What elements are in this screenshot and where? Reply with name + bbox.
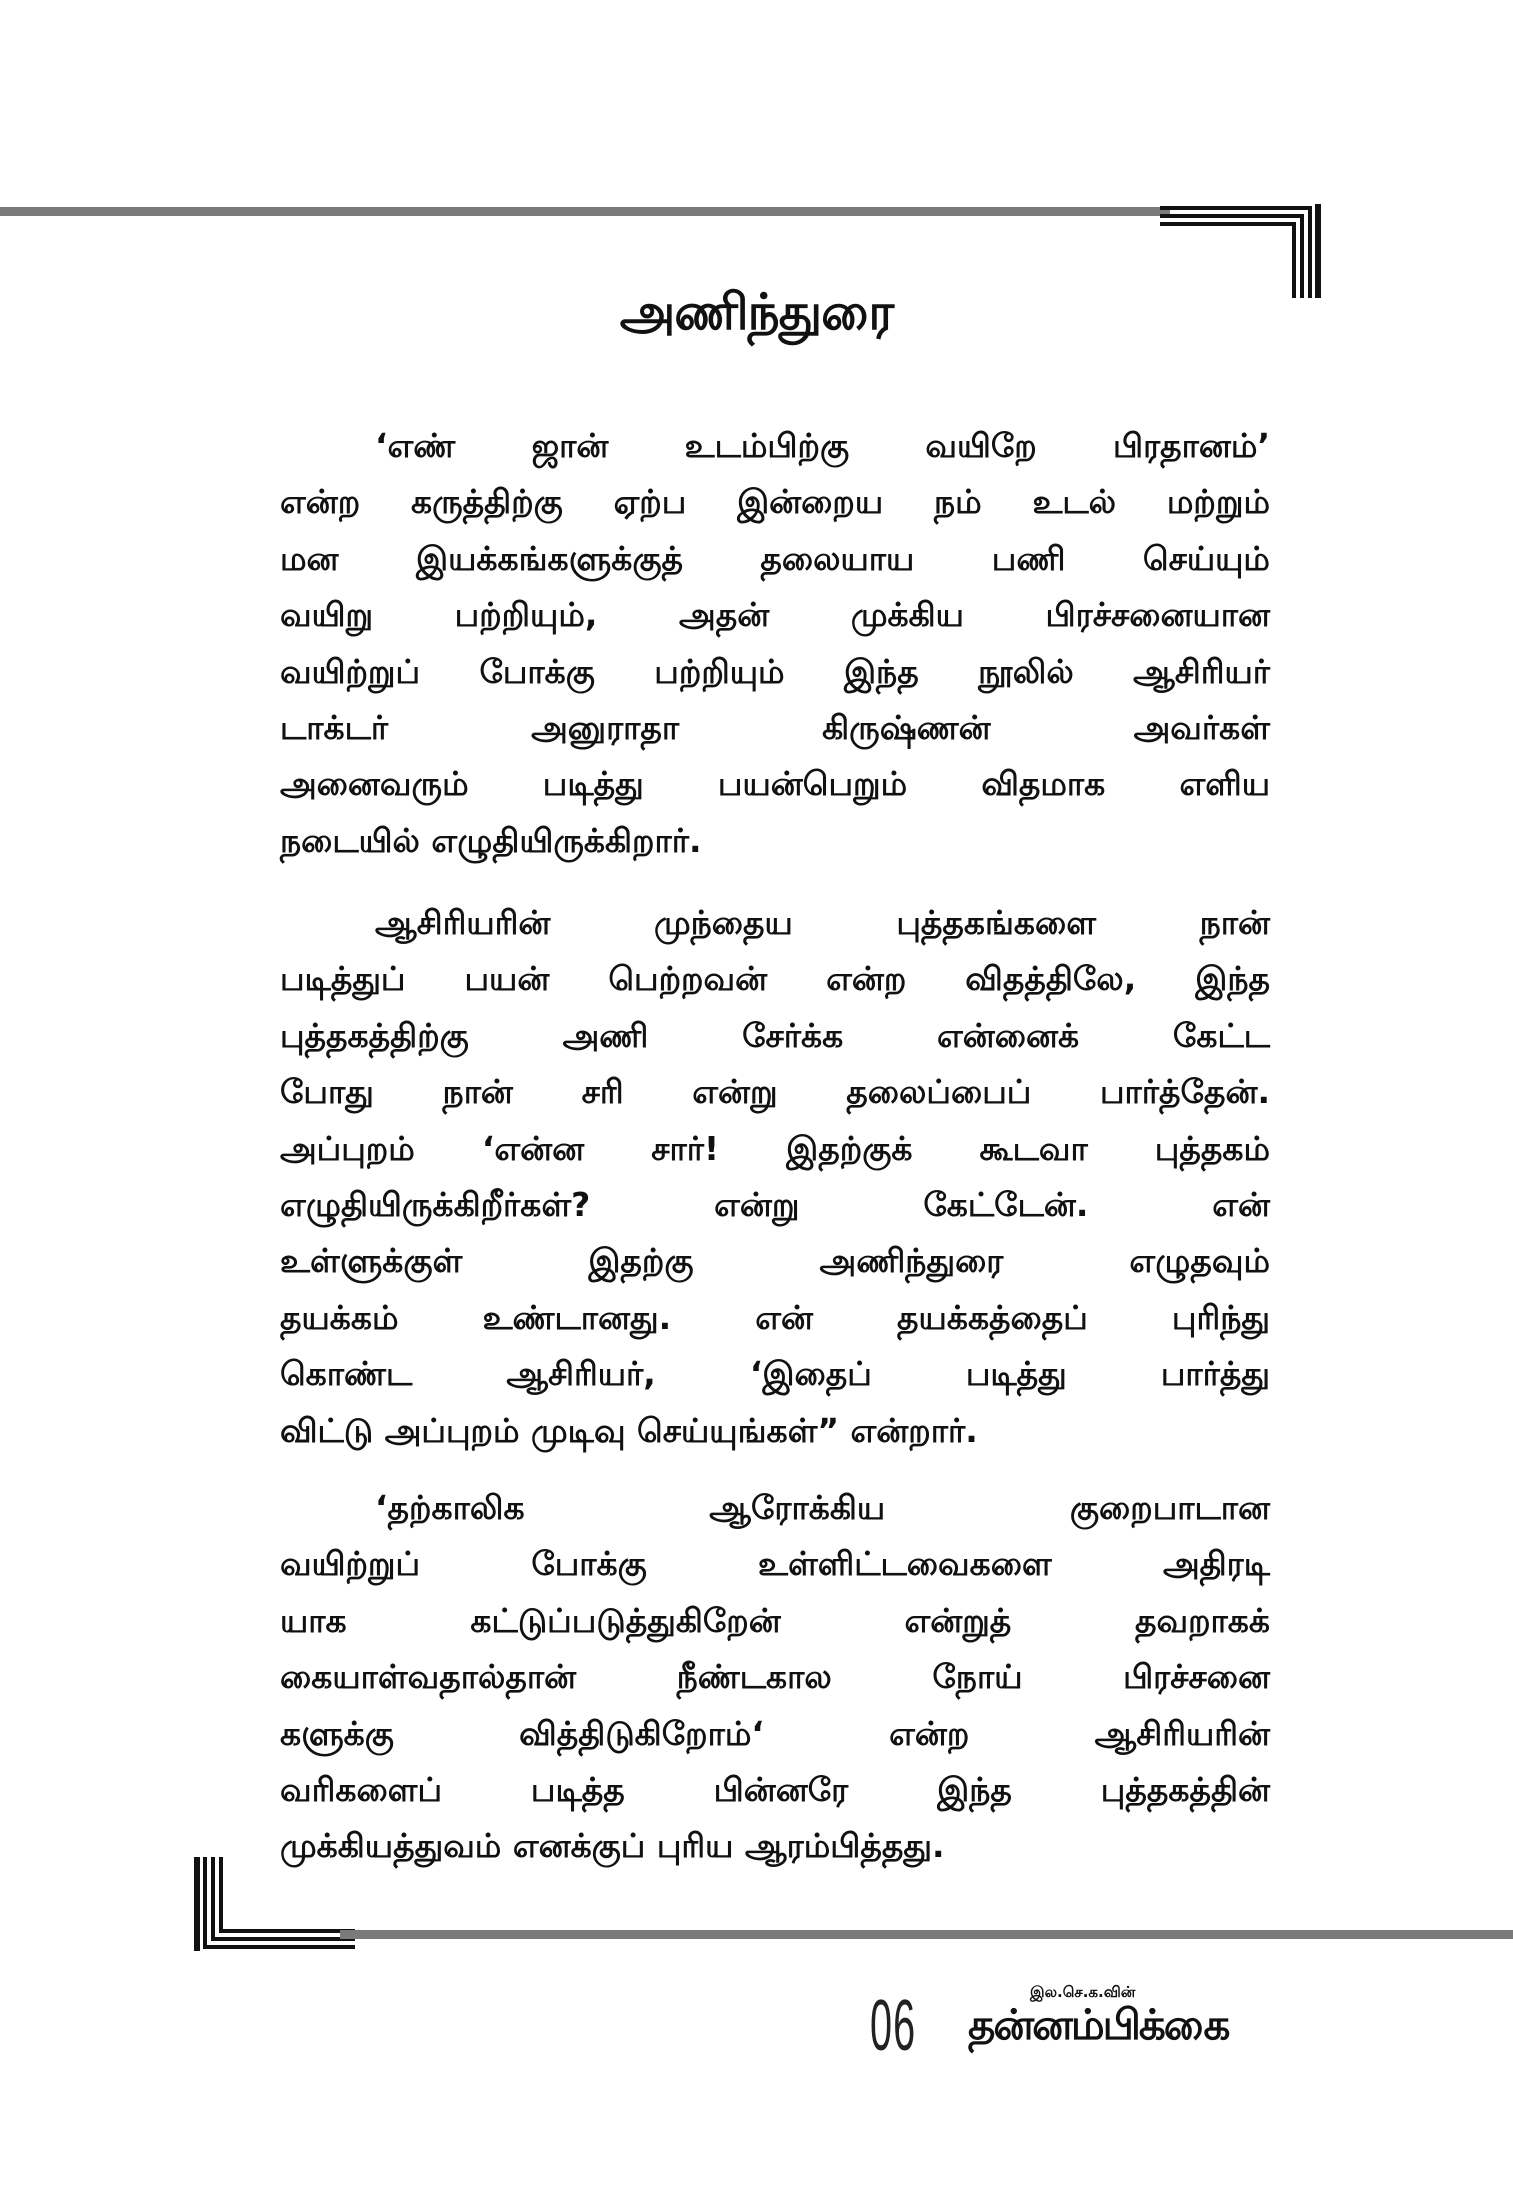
text-line: அப்புறம் ‘என்ன சார்! இதற்குக் கூடவா புத்தகம்	[280, 1128, 1270, 1168]
paragraph-1	[280, 418, 1270, 869]
text-line: ஆசிரியரின் முந்தைய புத்தகங்களை நான்	[375, 903, 1270, 942]
text-line: ‘எண் ஜான் உடம்பிற்கு வயிறே பிரதானம்’	[375, 426, 1270, 465]
text-line: நடையில் எழுதியிருக்கிறார்.	[280, 820, 702, 860]
series-title: தன்னம்பிக்கை	[968, 2000, 1229, 2049]
text-line: எழுதியிருக்கிறீர்கள்? என்று கேட்டேன். என்	[280, 1185, 1270, 1225]
text-line: படித்துப் பயன் பெற்றவன் என்ற விதத்திலே, இந்த	[280, 959, 1270, 999]
page-title: அணிந்துரை	[619, 283, 894, 341]
text-line: அனைவரும் படித்து பயன்பெறும் விதமாக எளிய	[280, 764, 1270, 804]
text-line: வரிகளைப் படித்த பின்னரே இந்த புத்தகத்தின்	[280, 1770, 1270, 1810]
page-number: 06	[870, 1986, 917, 2066]
bottom-corner-ornament	[185, 1855, 355, 1955]
text-line: கையாள்வதால்தான் நீண்டகால நோய் பிரச்சனை	[280, 1657, 1270, 1697]
text-line: போது நான் சரி என்று தலைப்பைப் பார்த்தேன்.	[280, 1072, 1270, 1112]
paragraph-2	[280, 895, 1270, 1459]
text-line: மன இயக்கங்களுக்குத் தலையாய பணி செய்யும்	[280, 538, 1270, 578]
text-line: வயிற்றுப் போக்கு உள்ளிட்டவைகளை அதிரடி	[280, 1544, 1270, 1584]
text-line: வயிற்றுப் போக்கு பற்றியும் இந்த நூலில் ஆசிரியர்	[280, 651, 1270, 691]
text-line: என்ற கருத்திற்கு ஏற்ப இன்றைய நம் உடல் மற்றும்	[280, 482, 1270, 522]
text-line: ‘தற்காலிக ஆரோக்கிய குறைபாடான	[375, 1488, 1270, 1527]
text-line: களுக்கு வித்திடுகிறோம்‘ என்ற ஆசிரியரின்	[280, 1713, 1270, 1753]
top-rule	[0, 207, 1170, 216]
paragraph-3	[280, 1480, 1270, 1875]
text-line: கொண்ட ஆசிரியர், ‘இதைப் படித்து பார்த்து	[280, 1354, 1270, 1394]
text-line: டாக்டர் அனுராதா கிருஷ்ணன் அவர்கள்	[280, 708, 1270, 748]
text-line: யாக கட்டுப்படுத்துகிறேன் என்றுத் தவறாகக்	[280, 1600, 1270, 1640]
text-line: தயக்கம் உண்டானது. என் தயக்கத்தைப் புரிந்து	[280, 1297, 1270, 1337]
text-line: வயிறு பற்றியும், அதன் முக்கிய பிரச்சனையான	[280, 595, 1270, 635]
bottom-rule	[340, 1930, 1513, 1939]
text-line: முக்கியத்துவம் எனக்குப் புரிய ஆரம்பித்தது.	[280, 1826, 945, 1866]
text-line: புத்தகத்திற்கு அணி சேர்க்க என்னைக் கேட்ட	[280, 1015, 1270, 1055]
text-line: விட்டு அப்புறம் முடிவு செய்யுங்கள்” என்றார்.	[280, 1410, 978, 1450]
text-line: உள்ளுக்குள் இதற்கு அணிந்துரை எழுதவும்	[280, 1241, 1270, 1281]
series-author: இல.செ.க.வின்	[1030, 1983, 1136, 2001]
